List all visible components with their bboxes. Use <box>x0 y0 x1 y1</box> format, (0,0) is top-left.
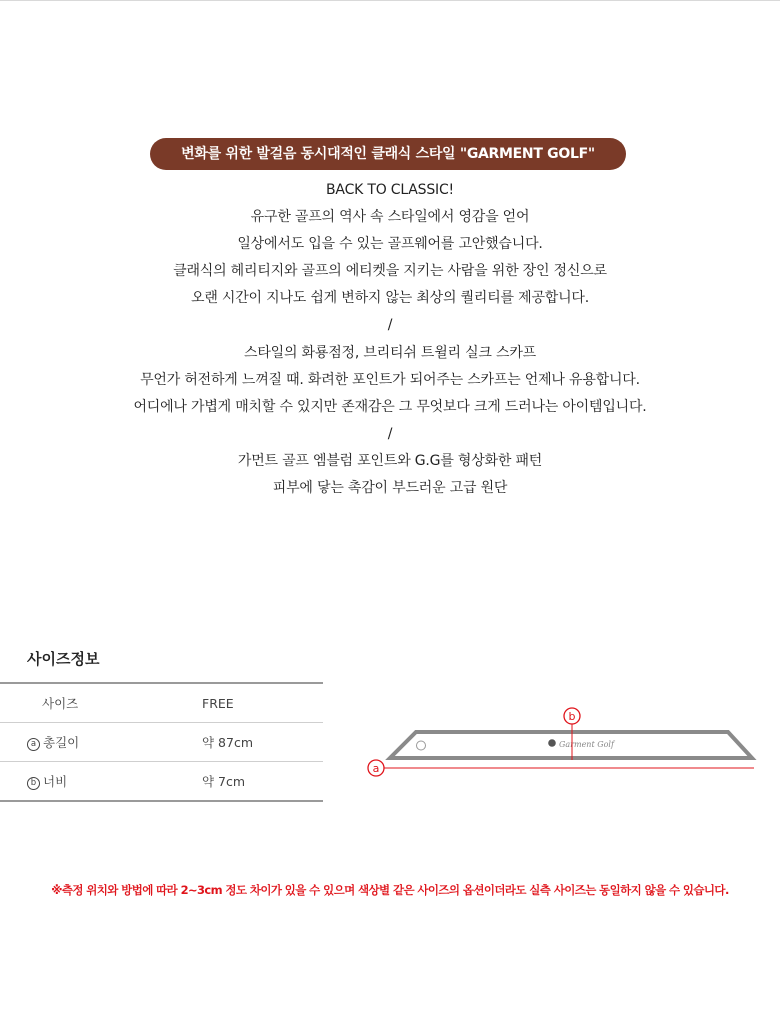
marker-b-label: b <box>568 710 576 723</box>
row-value: 약 7cm <box>202 762 323 802</box>
intro-line: 피부에 닿는 촉감이 부드러운 고급 원단 <box>272 480 508 497</box>
table-row <box>0 723 323 762</box>
row-label: 너비 <box>43 774 68 789</box>
logo-emblem-icon <box>548 739 556 747</box>
size-header-label: 사이즈 <box>0 683 202 723</box>
row-value: 약 87cm <box>202 723 323 762</box>
intro-divider: / <box>387 425 393 442</box>
intro-text <box>0 177 780 502</box>
measurement-note: ※측정 위치와 방법에 따라 2~3cm 정도 차이가 있을 수 있으며 색상별 같은 사이즈의 옵션이더라도 실측 사이즈는 동일하지 않을 수 있습니다. <box>51 883 729 897</box>
header-pill: 변화를 위한 발걸음 동시대적인 클래식 스타일 "GARMENT GOLF" <box>150 138 626 170</box>
row-label: 총길이 <box>43 735 80 750</box>
intro-line: 가먼트 골프 엠블럼 포인트와 G.G를 형상화한 패턴 <box>237 452 543 469</box>
intro-divider: / <box>387 317 393 334</box>
marker-b-badge: b <box>27 777 40 790</box>
size-table <box>0 682 323 802</box>
intro-line: 오랜 시간이 지나도 쉽게 변하지 않는 최상의 퀄리티를 제공합니다. <box>191 290 589 307</box>
size-info-title: 사이즈정보 <box>27 650 100 668</box>
intro-line: 무언가 허전하게 느껴질 때. 화려한 포인트가 되어주는 스카프는 언제나 유용합니다. <box>140 371 640 388</box>
intro-line: 스타일의 화룡점정, 브리티쉬 트윌리 실크 스카프 <box>244 344 536 361</box>
marker-a-badge: a <box>27 738 40 751</box>
size-header-value: FREE <box>202 683 323 723</box>
intro-line: 유구한 골프의 역사 속 스타일에서 영감을 얻어 <box>250 209 530 226</box>
top-divider <box>0 0 780 1</box>
marker-a-label: a <box>372 762 380 775</box>
intro-line: 일상에서도 입을 수 있는 골프웨어를 고안했습니다. <box>237 236 543 253</box>
table-header-row <box>0 683 323 723</box>
scarf-diagram <box>360 700 760 785</box>
table-row <box>0 762 323 802</box>
intro-line: 클래식의 헤리티지와 골프의 에티켓을 지키는 사람을 위한 장인 정신으로 <box>173 263 607 280</box>
intro-line: BACK TO CLASSIC! <box>326 182 454 198</box>
logo-text: Garment Golf <box>559 740 614 749</box>
intro-line: 어디에나 가볍게 매치할 수 있지만 존재감은 그 무엇보다 크게 드러나는 아이템입니다. <box>133 398 647 415</box>
